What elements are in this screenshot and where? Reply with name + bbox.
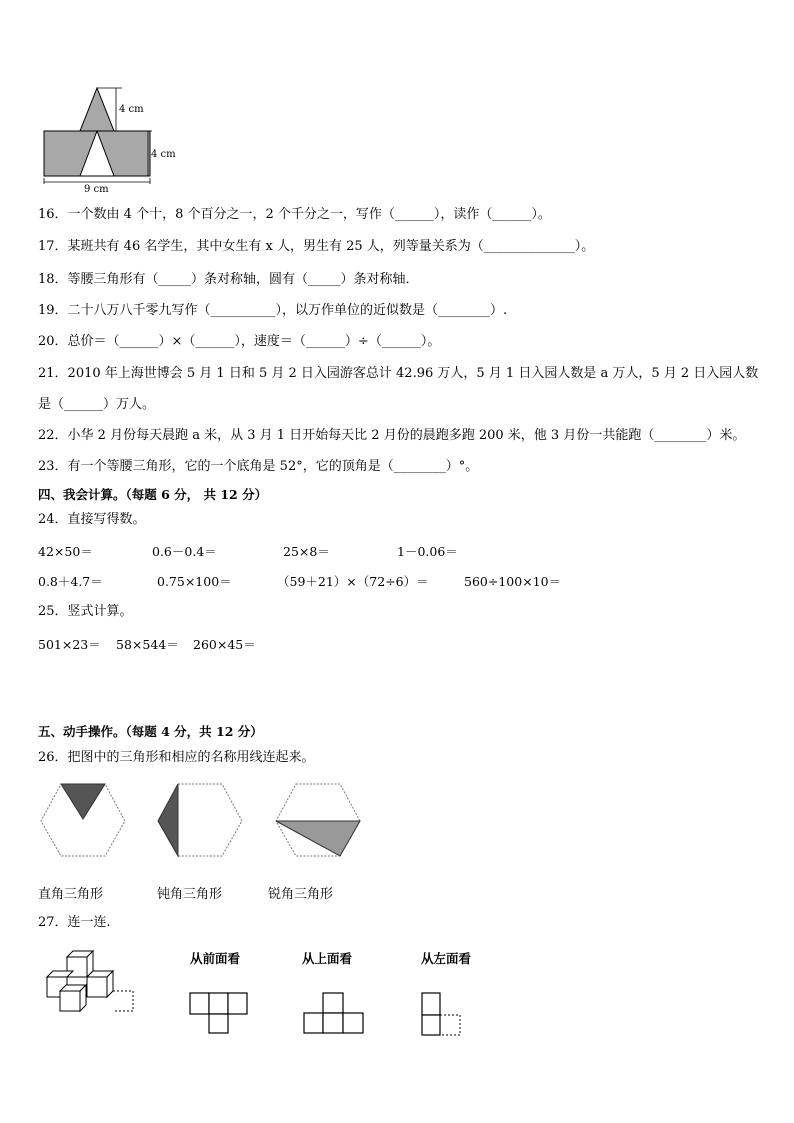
calc-item: 1－0.06＝	[397, 544, 458, 559]
obtuse-triangle-shape	[158, 784, 178, 856]
calc-item: 0.75×100＝	[157, 574, 232, 589]
hexagon-acute-triangle-figure	[273, 780, 363, 860]
view-shape-t	[188, 990, 258, 1035]
composite-shape-figure	[38, 84, 188, 194]
question-18: 18．等腰三角形有（_____）条对称轴，圆有（_____）条对称轴．	[38, 272, 419, 287]
calc-item: 25×8＝	[283, 544, 330, 559]
question-21-line2: 是（______）万人。	[38, 397, 156, 412]
right-height-label: 4 cm	[151, 149, 176, 160]
question-16: 16．一个数由 4 个十，8 个百分之一，2 个千分之一，写作（______），读作（______）。	[38, 207, 551, 222]
top-height-label: 4 cm	[119, 104, 144, 115]
bottom-width-label: 9 cm	[84, 184, 109, 194]
calc-item: 0.8＋4.7＝	[38, 574, 103, 589]
question-25-title: 25．竖式计算。	[38, 604, 133, 619]
top-triangle	[80, 88, 114, 131]
question-23: 23．有一个等腰三角形，它的一个底角是 52°，它的顶角是（________）°。	[38, 459, 479, 474]
section-5-heading: 五、动手操作。（每题 4 分，共 12 分）	[38, 724, 263, 739]
hexagon-obtuse-triangle-figure	[155, 780, 245, 860]
calc-item: 0.6－0.4＝	[152, 544, 217, 559]
view-label-left: 从左面看	[421, 951, 472, 966]
view-label-top: 从上面看	[302, 951, 353, 966]
question-26-title: 26．把图中的三角形和相应的名称用线连起来。	[38, 750, 315, 765]
calc-item: 560÷100×10＝	[464, 574, 562, 589]
hexagon-right-triangle-figure	[38, 780, 128, 860]
triangle-name-obtuse: 钝角三角形	[157, 887, 223, 902]
view-label-front: 从前面看	[190, 951, 241, 966]
view-shape-inverted-t	[303, 990, 373, 1035]
question-27-title: 27．连一连.	[38, 915, 111, 930]
vertical-calc-item: 58×544＝	[116, 637, 179, 652]
triangle-name-acute: 锐角三角形	[268, 887, 334, 902]
question-21-line1: 21．2010 年上海世博会 5 月 1 日和 5 月 2 日入园游客总计 42.96 万人，5 月 1 日入园人数是 a 万人，5 月 2 日入园人数	[38, 366, 759, 381]
question-17: 17．某班共有 46 名学生，其中女生有 x 人，男生有 25 人，列等量关系为（______________）。	[38, 239, 595, 254]
vertical-calc-item: 501×23＝	[38, 637, 101, 652]
calc-item: 42×50＝	[38, 544, 93, 559]
question-19: 19．二十八万八千零九写作（__________），以万作单位的近似数是（________）.	[38, 303, 508, 318]
question-24-title: 24．直接写得数。	[38, 512, 146, 527]
section-4-heading: 四、我会计算。（每题 6 分， 共 12 分）	[38, 487, 268, 502]
vertical-calc-item: 260×45＝	[193, 637, 256, 652]
cube-stack-figure	[40, 945, 140, 1020]
calc-item: （59＋21）×（72÷6）＝	[277, 574, 429, 589]
question-20: 20．总价＝（______）×（______），速度＝（______）÷（______）。	[38, 334, 441, 349]
view-shape-column	[419, 990, 469, 1040]
question-22: 22．小华 2 月份每天晨跑 a 米，从 3 月 1 日开始每天比 2 月份的晨跑多跑 200 米，他 3 月份一共能跑（________）米。	[38, 428, 746, 443]
triangle-name-right: 直角三角形	[38, 887, 104, 902]
